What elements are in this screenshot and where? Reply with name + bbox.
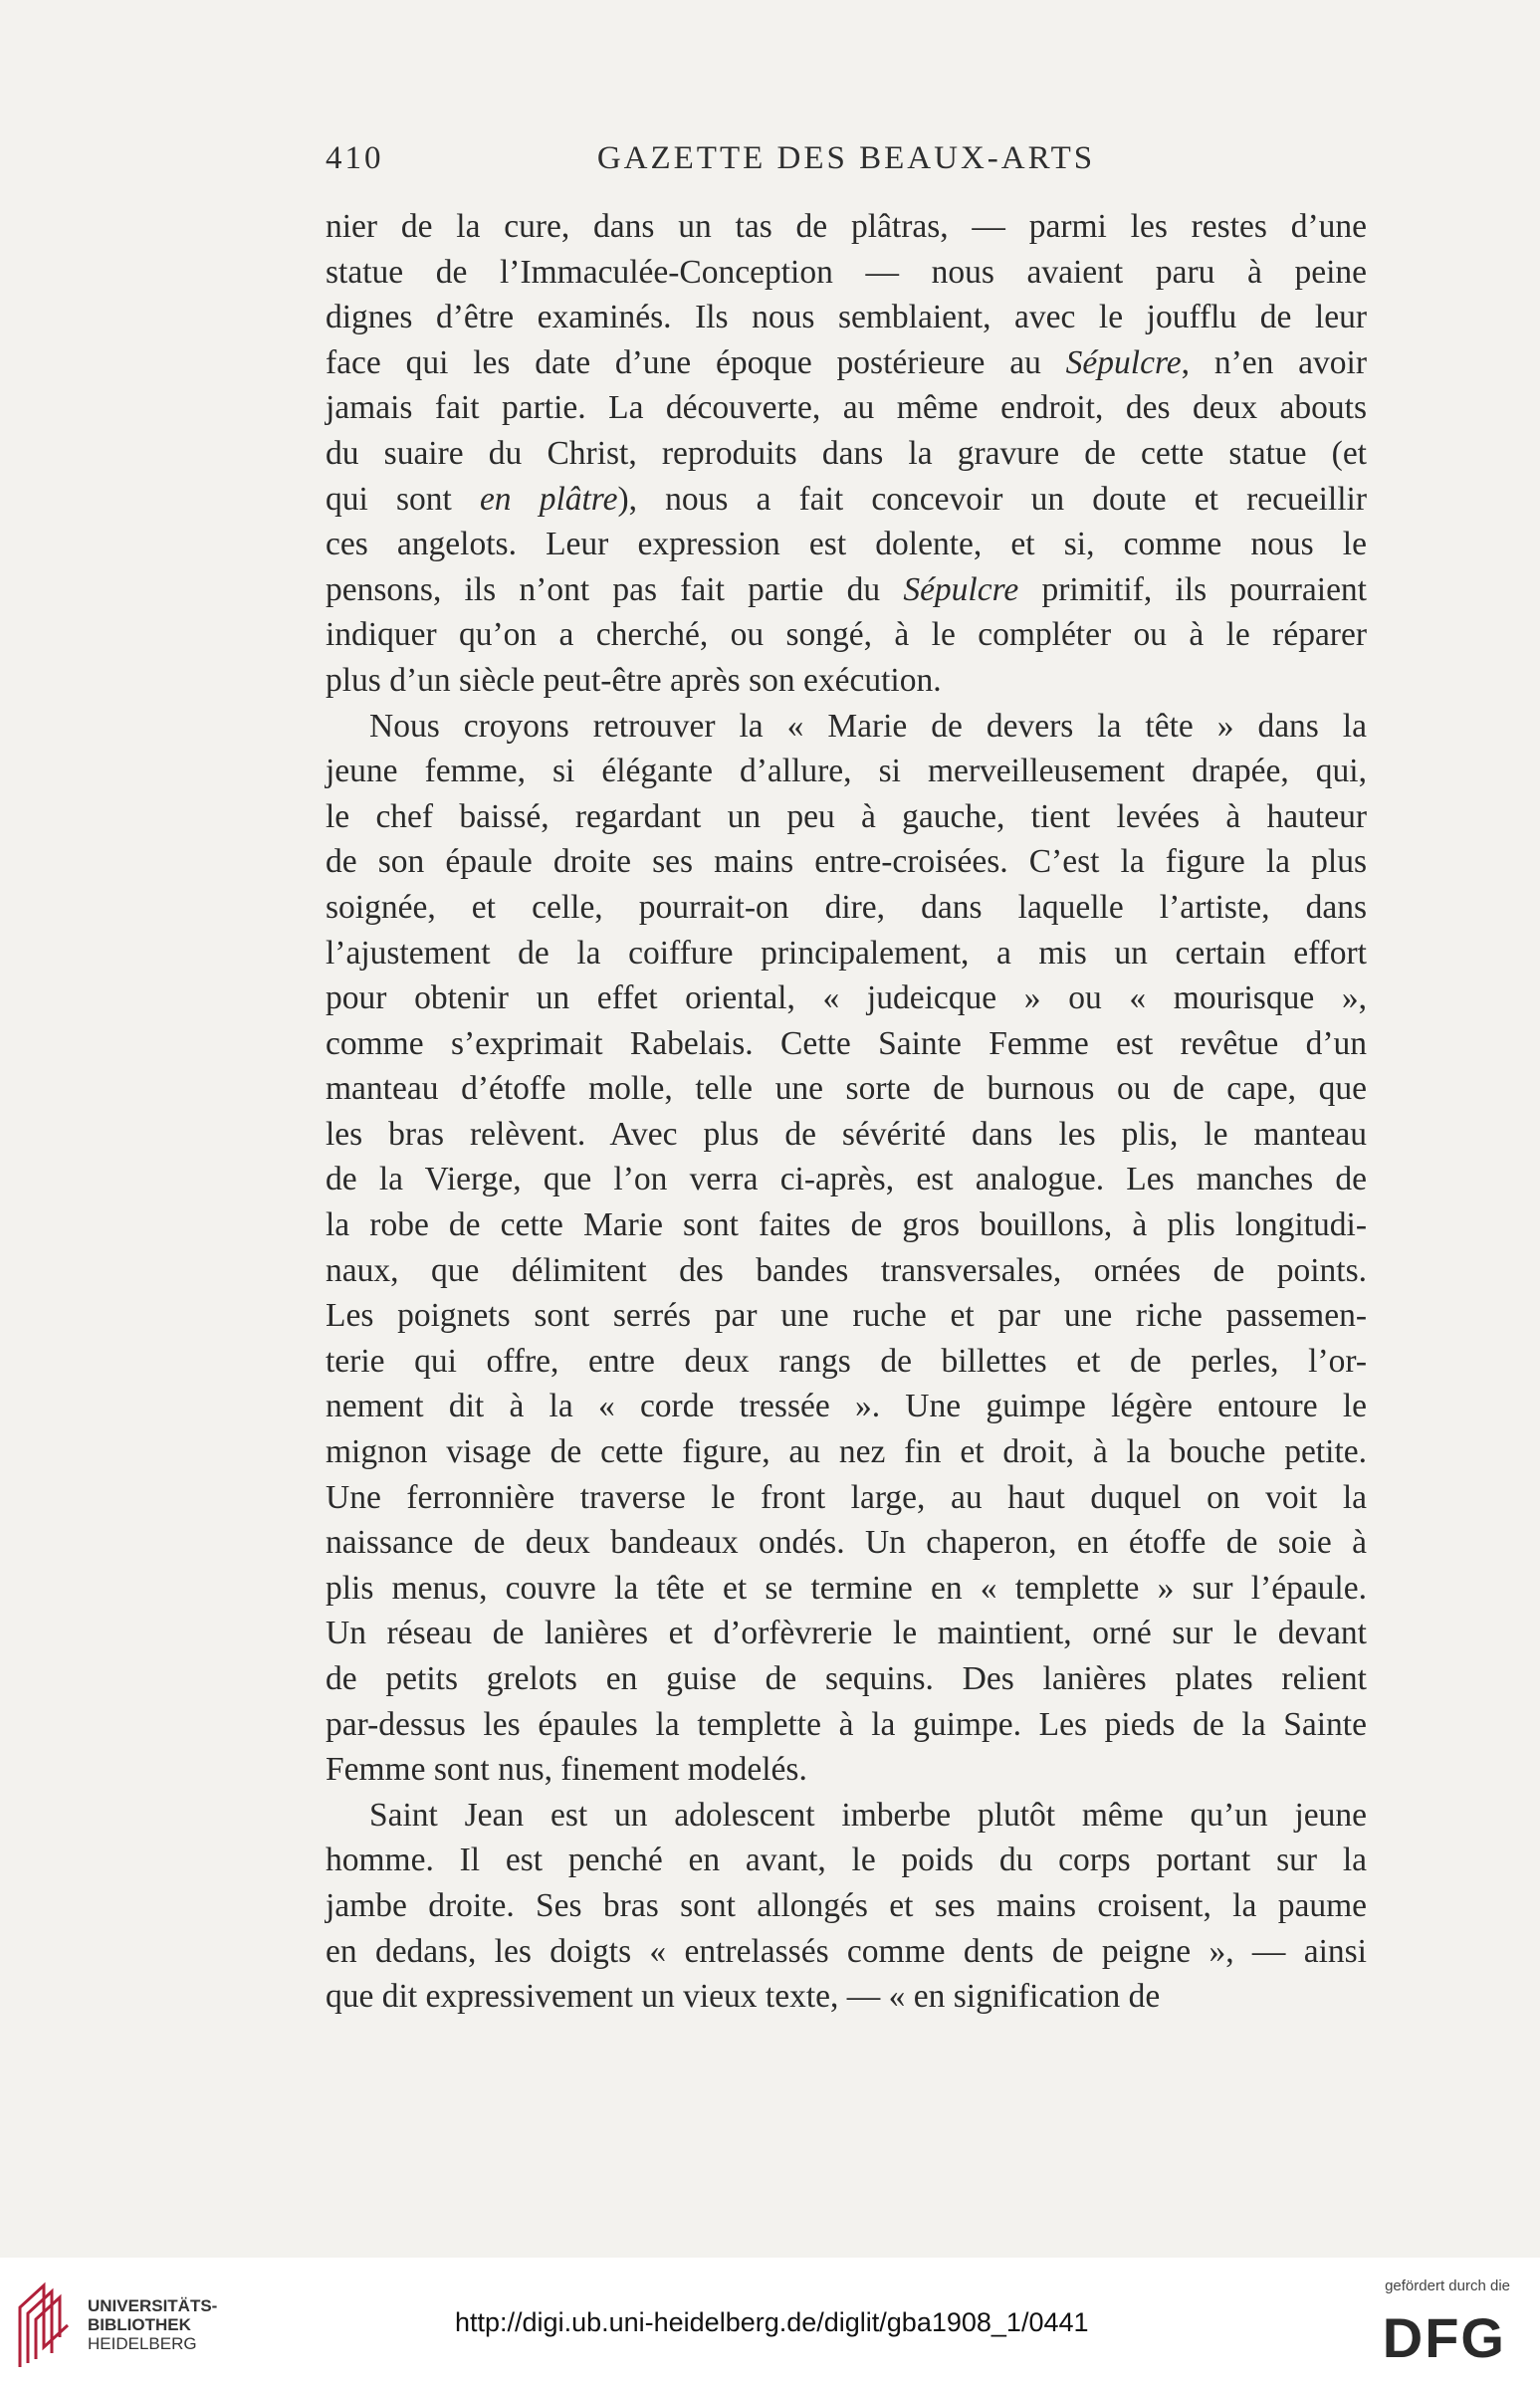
text-line: plus d’un siècle peut-être après son exécution. <box>326 661 942 699</box>
funding-note: gefördert durch die <box>1385 2278 1510 2294</box>
text-line: homme. Il est penché en avant, le poids du corps portant sur la <box>326 1842 1367 1879</box>
text-line: pour obtenir un effet oriental, « judeicque » ou « mourisque », <box>326 979 1367 1017</box>
page-number: 410 <box>326 140 384 176</box>
text-line: ces angelots. Leur expression est dolente, et si, comme nous le <box>326 526 1367 563</box>
text-line: terie qui offre, entre deux rangs de billettes et de perles, l’or- <box>326 1342 1367 1380</box>
text-line: dignes d’être examinés. Ils nous semblaient, avec le joufflu de leur <box>326 299 1367 336</box>
text-line: jeune femme, si élégante d’allure, si merveilleusement drapée, qui, <box>326 753 1367 790</box>
text-line: Femme sont nus, finement modelés. <box>326 1751 807 1789</box>
library-name <box>88 2296 217 2353</box>
paragraph <box>326 204 1367 704</box>
text-line: du suaire du Christ, reproduits dans la gravure de cette statue (et <box>326 434 1367 472</box>
text-line: jamais fait partie. La découverte, au même endroit, des deux abouts <box>326 389 1367 427</box>
library-name-line2: BIBLIOTHEK <box>88 2315 191 2334</box>
text-line: Un réseau de lanières et d’orfèvrerie le maintient, orné sur le devant <box>326 1615 1367 1652</box>
text-line: les bras relèvent. Avec plus de sévérité dans les plis, le manteau <box>326 1115 1367 1153</box>
text-line: pensons, ils n’ont pas fait partie du Sépulcre primitif, ils pourraient <box>326 570 1367 608</box>
text-line: manteau d’étoffe molle, telle une sorte de burnous ou de cape, que <box>326 1070 1367 1108</box>
text-line: Saint Jean est un adolescent imberbe plutôt même qu’un jeune <box>369 1796 1367 1834</box>
text-line: naissance de deux bandeaux ondés. Un chaperon, en étoffe de soie à <box>326 1524 1367 1562</box>
text-line: de petits grelots en guise de sequins. Des lanières plates relient <box>326 1660 1367 1697</box>
text-line: l’ajustement de la coiffure principalement, a mis un certain effort <box>326 934 1367 972</box>
text-line: statue de l’Immaculée-Conception — nous avaient paru à peine <box>326 253 1367 291</box>
text-line: face qui les date d’une époque postérieure au Sépulcre, n’en avoir <box>326 343 1368 381</box>
text-line: nement dit à la « corde tressée ». Une guimpe légère entoure le <box>326 1388 1367 1425</box>
text-line: indiquer qu’on a cherché, ou songé, à le compléter ou à le réparer <box>326 616 1367 654</box>
source-url-link[interactable]: http://digi.ub.uni-heidelberg.de/diglit/gba1908_1/0441 <box>455 2307 1089 2337</box>
paragraph <box>326 1793 1367 2020</box>
text-line: de la Vierge, que l’on verra ci-après, est analogue. Les manches de <box>326 1161 1367 1198</box>
dfg-logo: DFG <box>1382 2306 1506 2369</box>
text-line: comme s’exprimait Rabelais. Cette Sainte Femme est revêtue d’un <box>326 1024 1367 1062</box>
text-line: nier de la cure, dans un tas de plâtras, — parmi les restes d’une <box>326 208 1367 245</box>
text-line: de son épaule droite ses mains entre-croisées. C’est la figure la plus <box>326 843 1367 881</box>
paragraph <box>326 704 1367 1793</box>
text-line: le chef baissé, regardant un peu à gauche, tient levées à hauteur <box>326 797 1367 835</box>
library-name-line3: HEIDELBERG <box>88 2334 197 2353</box>
running-header <box>326 140 1367 184</box>
footer-bar <box>0 2258 1540 2386</box>
text-line: qui sont en plâtre), nous a fait concevoir un doute et recueillir <box>326 480 1367 518</box>
text-line: mignon visage de cette figure, au nez fin et droit, à la bouche petite. <box>326 1433 1367 1471</box>
text-line: naux, que délimitent des bandes transversales, ornées de points. <box>326 1251 1367 1289</box>
text-line: jambe droite. Ses bras sont allongés et ses mains croisent, la paume <box>326 1886 1367 1924</box>
text-line: Une ferronnière traverse le front large, au haut duquel on voit la <box>326 1478 1367 1516</box>
text-line: que dit expressivement un vieux texte, — « en signification de <box>326 1978 1161 2016</box>
body-text <box>326 204 1367 2020</box>
text-line: Les poignets sont serrés par une ruche et par une riche passemen- <box>326 1297 1367 1335</box>
text-line: plis menus, couvre la tête et se termine en « templette » sur l’épaule. <box>326 1569 1367 1607</box>
text-line: la robe de cette Marie sont faites de gros bouillons, à plis longitudi- <box>326 1206 1367 1244</box>
text-line: en dedans, les doigts « entrelassés comme dents de peigne », — ainsi <box>326 1932 1367 1970</box>
library-name-line1: UNIVERSITÄTS- <box>88 2296 218 2315</box>
university-library-logo-icon <box>14 2278 76 2371</box>
text-line: par-dessus les épaules la templette à la guimpe. Les pieds de la Sainte <box>326 1705 1367 1743</box>
journal-title: GAZETTE DES BEAUX-ARTS <box>596 140 1096 176</box>
text-line: soignée, et celle, pourrait-on dire, dans laquelle l’artiste, dans <box>326 888 1367 926</box>
text-line: Nous croyons retrouver la « Marie de devers la tête » dans la <box>369 707 1367 745</box>
